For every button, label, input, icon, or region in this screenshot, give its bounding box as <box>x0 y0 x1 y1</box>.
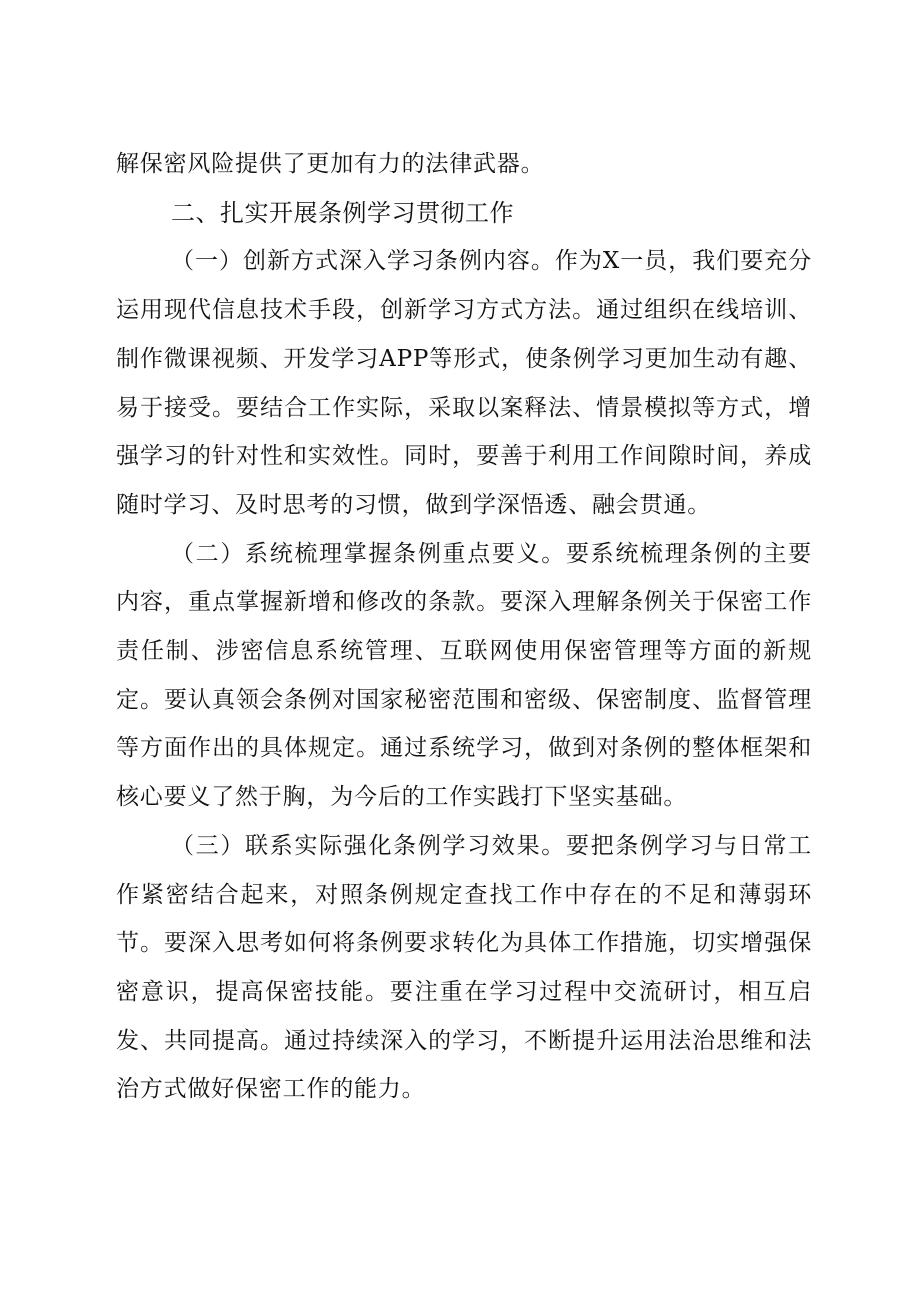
paragraph-1: （一）创新方式深入学习条例内容。作为X一员，我们要充分运用现代信息技术手段，创新学习方式方法。通过组织在线培训、制作微课视频、开发学习APP等形式，使条例学习更加生动有趣、易于接受。要结合工作实际，采取以案释法、情景模拟等方式，增强学习的针对性和实效性。同时，要善于利用工作间隙时间，养成随时学习、及时思考的习惯，做到学深悟透、融会贯通。 <box>116 248 812 518</box>
intro-tail-paragraph: 解保密风险提供了更加有力的法律武器。 <box>116 151 545 177</box>
section-heading: 二、扎实开展条例学习贯彻工作 <box>171 198 514 227</box>
document-body <box>116 140 812 1114</box>
paragraph-2: （二）系统梳理掌握条例重点要义。要系统梳理条例的主要内容，重点掌握新增和修改的条款。要深入理解条例关于保密工作责任制、涉密信息系统管理、互联网使用保密管理等方面的新规定。要认真领会条例对国家秘密范围和密级、保密制度、监督管理等方面作出的具体规定。通过系统学习，做到对条例的整体框架和核心要义了然于胸，为今后的工作实践打下坚实基础。 <box>116 540 812 811</box>
paragraph-3: （三）联系实际强化条例学习效果。要把条例学习与日常工作紧密结合起来，对照条例规定查找工作中存在的不足和薄弱环节。要深入思考如何将条例要求转化为具体工作措施，切实增强保密意识，提高保密技能。要注重在学习过程中交流研讨，相互启发、共同提高。通过持续深入的学习，不断提升运用法治思维和法治方式做好保密工作的能力。 <box>116 832 812 1103</box>
